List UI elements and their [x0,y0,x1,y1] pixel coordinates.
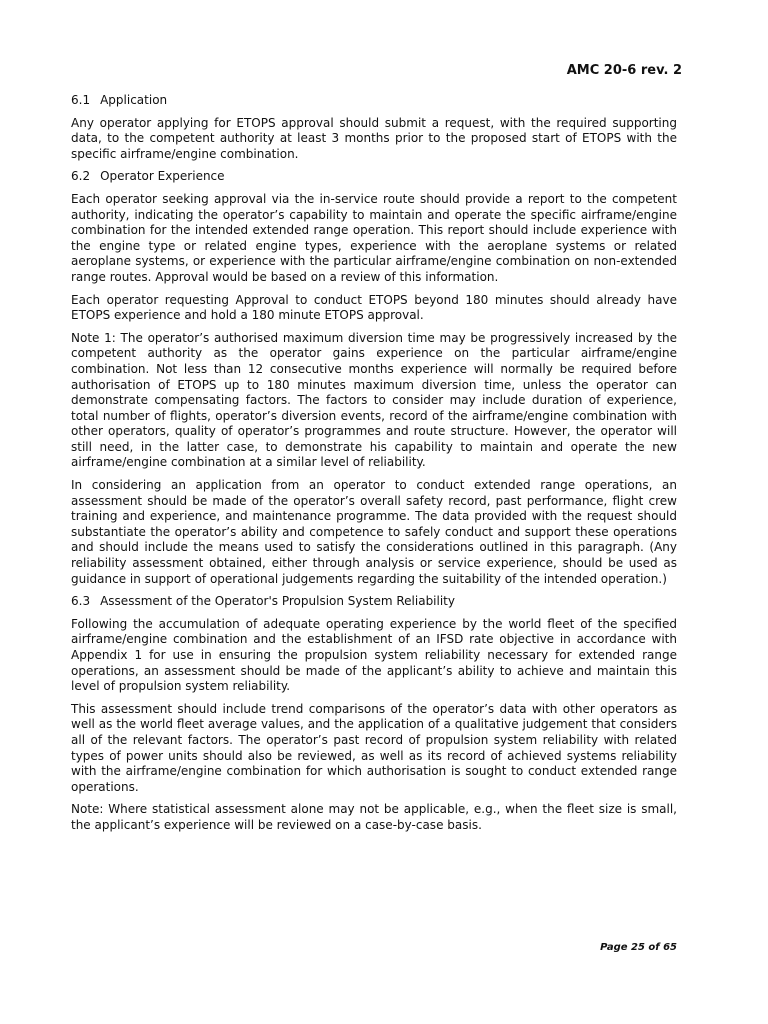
page-number-footer: Page 25 of 65 [600,942,677,953]
paragraph: This assessment should include trend comparisons of the operator’s data with other operators as well as the world fleet average values, and the application of a qualitative judgement that considers all of the relevant factors. The operator’s past record of propulsion system reliability with related types of power units should also be reviewed, as well as its record of achieved systems reliability with the airframe/engine combination for which authorisation is sought to conduct extended range operations. [71,701,677,794]
paragraph: Note: Where statistical assessment alone may not be applicable, e.g., when the fleet size is small, the applicant’s experience will be reviewed on a case-by-case basis. [71,802,677,832]
paragraph: Note 1: The operator’s authorised maximum diversion time may be progressively increased by the competent authority as the operator gains experience on the particular airframe/engine combination. Not less than 12 consecutive months experience will normally be required before authorisation of ETOPS up to 180 minutes maximum diversion time, unless the operator can demonstrate compensating factors. The factors to consider may include duration of experience, total number of flights, operator’s diversion events, record of the airframe/engine combination with other operators, quality of operator’s programmes and route structure. However, the operator will still need, in the latter case, to demonstrate his capability to maintain and operate the new airframe/engine combination at a similar level of reliability. [71,330,677,470]
section-heading [71,93,677,109]
paragraph: Each operator seeking approval via the in-service route should provide a report to the competent authority, indicating the operator’s capability to maintain and operate the specific airframe/engine combination for the intended extended range operation. This report should include experience with the engine type or related engine types, experience with the aeroplane systems or related aeroplane systems, or experience with the particular airframe/engine combination on non-extended range routes. Approval would be based on a review of this information. [71,191,677,284]
paragraph: In considering an application from an operator to conduct extended range operations, an assessment should be made of the operator’s overall safety record, past performance, flight crew training and experience, and maintenance programme. The data provided with the request should substantiate the operator’s ability and competence to safely conduct and support these operations and should include the means used to satisfy the considerations outlined in this paragraph. (Any reliability assessment obtained, either through analysis or service experience, should be used as guidance in support of operational judgements regarding the suitability of the intended operation.) [71,478,677,586]
paragraph: Following the accumulation of adequate operating experience by the world fleet of the specified airframe/engine combination and the establishment of an IFSD rate objective in accordance with Appendix 1 for use in ensuring the propulsion system reliability necessary for extended range operations, an assessment should be made of the applicant’s ability to achieve and maintain this level of propulsion system reliability. [71,616,677,694]
document-id-header: AMC 20-6 rev. 2 [566,63,682,78]
section-title: Operator Experience [100,169,225,184]
section-number: 6.1 [71,93,91,107]
section-heading [71,169,677,185]
section-heading [71,594,677,610]
paragraph: Each operator requesting Approval to conduct ETOPS beyond 180 minutes should already have ETOPS experience and hold a 180 minute ETOPS approval. [71,292,677,323]
section-title: Assessment of the Operator's Propulsion System Reliability [100,594,455,609]
section-number: 6.3 [71,594,91,609]
section-number: 6.2 [71,169,91,184]
page-content [71,93,677,841]
section-title: Application [100,93,168,107]
paragraph: Any operator applying for ETOPS approval should submit a request, with the required supporting data, to the competent authority at least 3 months prior to the proposed start of ETOPS with the specific airframe/engine combination. [71,115,677,161]
